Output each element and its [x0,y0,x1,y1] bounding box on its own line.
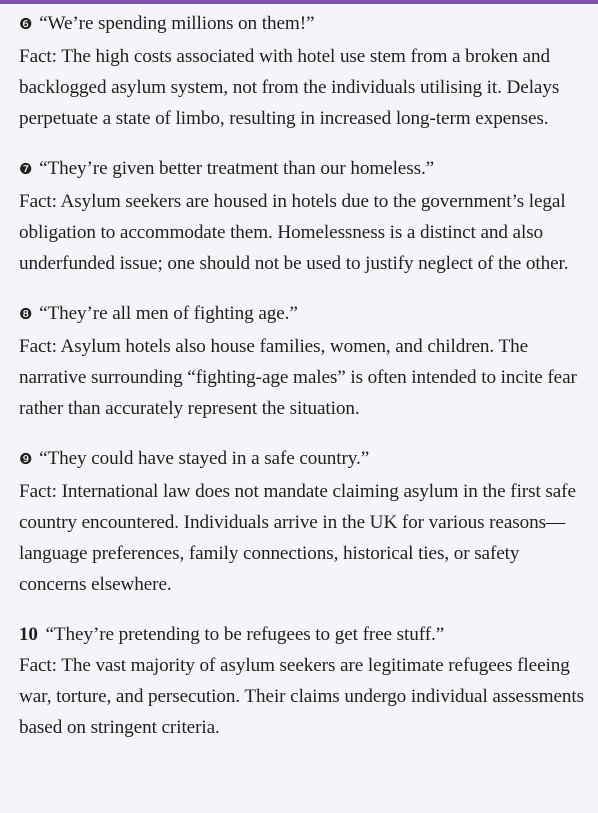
fact-text: Fact: The vast majority of asylum seekers are legitimate refugees fleeing war, torture, and persecution. Their claims undergo individual assessments based on stringent criteria. [19,655,585,738]
list-item [19,8,589,134]
claim-text: “They’re pretending to be refugees to get free stuff.” [45,624,445,645]
claim-line [19,298,589,331]
claim-text: “They’re given better treatment than our homeless.” [39,158,435,179]
claim-line [19,153,589,186]
claim-line [19,8,589,41]
item-number: ❽ [19,307,33,323]
list-item [19,298,589,424]
claim-text: “They’re all men of fighting age.” [39,303,298,324]
claim-text: “They could have stayed in a safe country.” [39,448,370,469]
fact-text: Fact: Asylum seekers are housed in hotels due to the government’s legal obligation to accommodate them. Homelessness is a distinct and also underfunded issue; one should not be used to justify neglect of the other. [19,191,569,274]
top-accent-bar [0,0,598,4]
fact-text: Fact: The high costs associated with hotel use stem from a broken and backlogged asylum system, not from the individuals utilising it. Delays perpetuate a state of limbo, resulting in increased long-term expenses. [19,46,560,129]
list-item [19,619,589,743]
item-number: ❻ [19,17,33,33]
list-item [19,153,589,279]
fact-text: Fact: Asylum hotels also house families, women, and children. The narrative surrounding “fighting-age males” is often intended to incite fear rather than accurately represent the situation. [19,336,577,419]
item-number: ❼ [19,162,33,178]
list-item [19,443,589,600]
myth-fact-list [19,8,589,762]
claim-line [19,443,589,476]
fact-text: Fact: International law does not mandate claiming asylum in the first safe country encountered. Individuals arrive in the UK for various reasons—language preferences, family connections, historical ties, or safety concerns elsewhere. [19,481,576,595]
claim-line [19,619,589,650]
item-number: 10 [19,624,38,645]
item-number: ❾ [19,452,33,468]
claim-text: “We’re spending millions on them!” [39,13,315,34]
